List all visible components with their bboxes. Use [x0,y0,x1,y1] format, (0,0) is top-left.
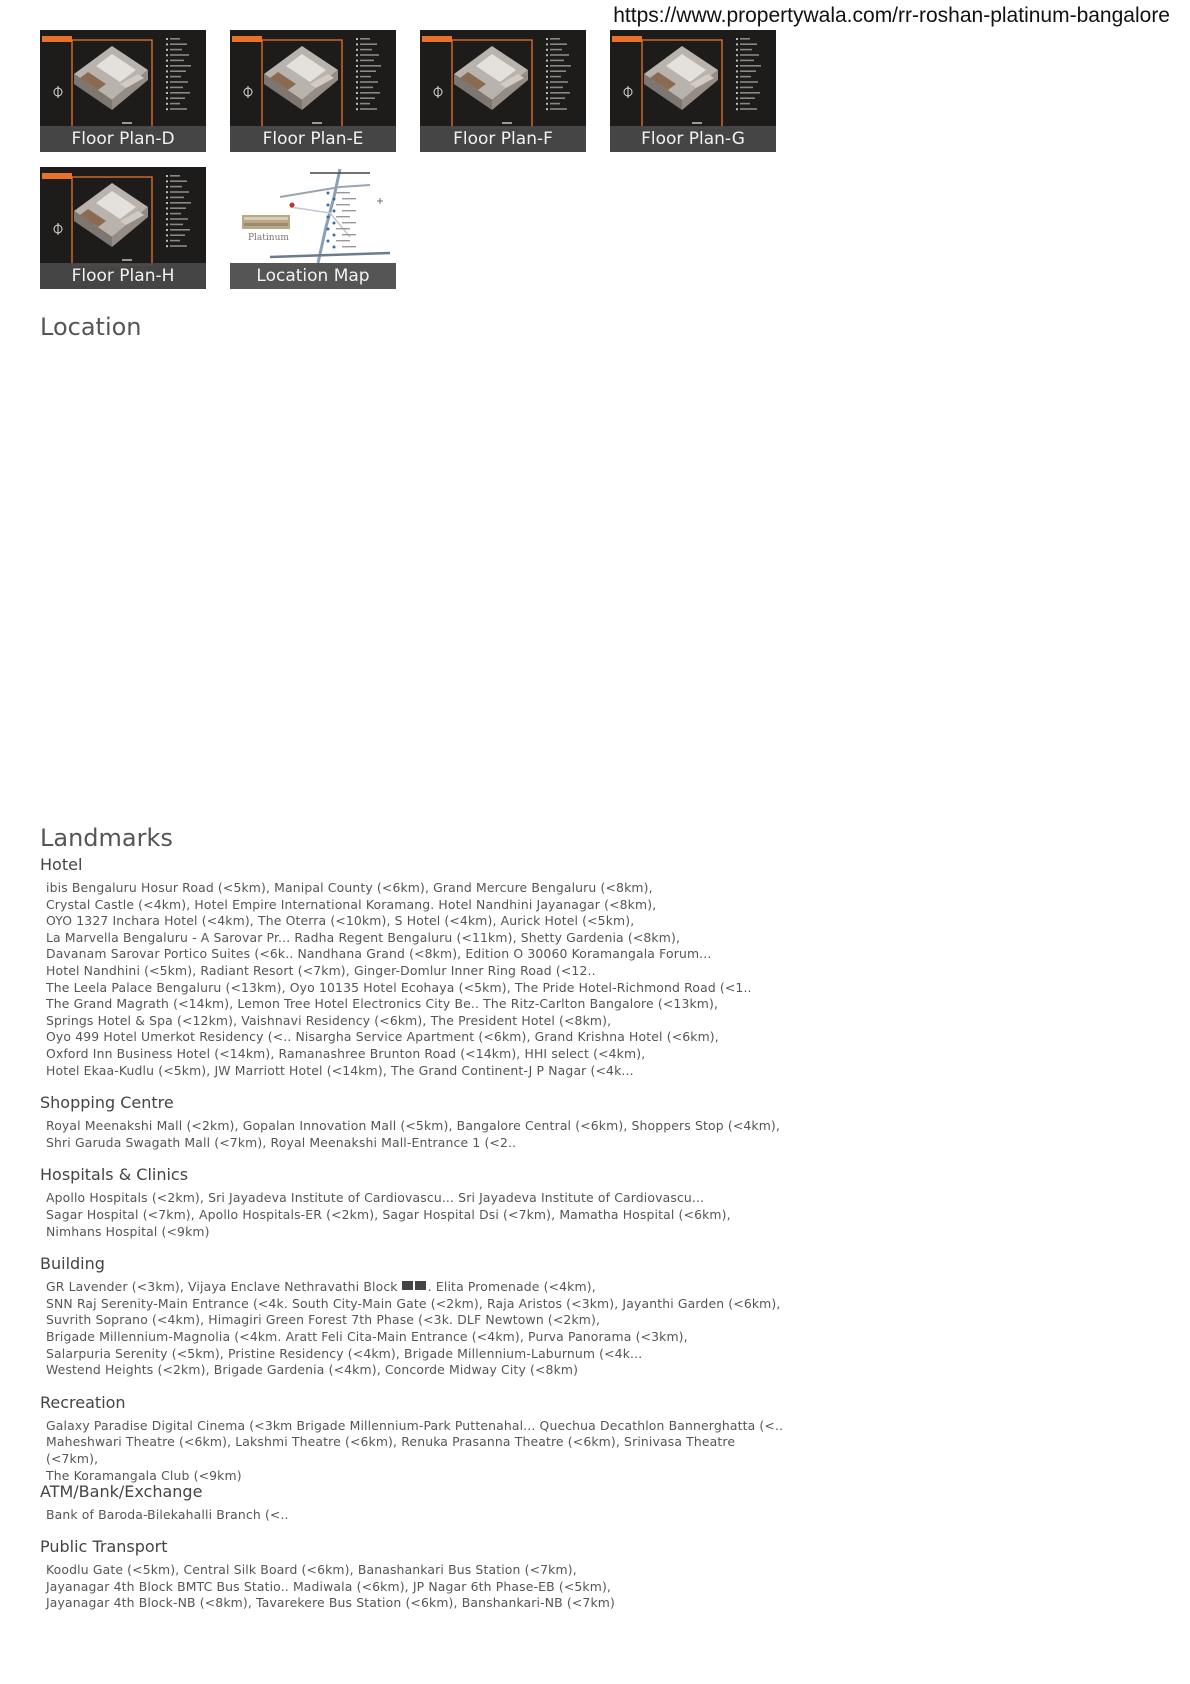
landmark-category-items [46,1418,786,1484]
landmark-line: Hotel Nandhini (<5km), Radiant Resort (<7km), Ginger-Domlur Inner Ring Road (<12.. [46,962,596,978]
landmark-line: Bank of Baroda-Bilekahalli Branch (<.. [46,1506,289,1522]
page-url[interactable]: https://www.propertywala.com/rr-roshan-platinum-bangalore [613,4,1170,27]
landmark-line: Sagar Hospital (<7km), Apollo Hospitals-ER (<2km), Sagar Hospital Dsi (<7km), Mamatha Hospital (<6km), [46,1206,731,1222]
landmark-category-heading: Recreation [40,1392,126,1412]
thumbnail-floor-plan-d[interactable] [40,30,206,152]
landmark-line: Crystal Castle (<4km), Hotel Empire International Koramang. Hotel Nandhini Jayanagar (<8km), [46,896,657,912]
landmark-line: Westend Heights (<2km), Brigade Gardenia (<4km), Concorde Midway City (<8km) [46,1362,579,1378]
landmark-category-items [46,1507,786,1524]
landmark-line: The Koramangala Club (<9km) [46,1467,242,1483]
unrendered-glyph-icon [415,1281,426,1290]
landmark-category-heading: Shopping Centre [40,1093,174,1113]
landmark-line: Davanam Sarovar Portico Suites (<6k.. Nandhana Grand (<8km), Edition O 30060 Koramangala Forum... [46,946,712,962]
landmark-line: Koodlu Gate (<5km), Central Silk Board (<6km), Banashankari Bus Station (<7km), [46,1562,577,1578]
thumbnail-caption: Location Map [230,263,396,289]
thumbnail-caption: Floor Plan-D [40,126,206,152]
thumbnail-floor-plan-f[interactable] [420,30,586,152]
thumbnail-caption: Floor Plan-H [40,263,206,289]
landmark-category-heading: Hospitals & Clinics [40,1165,189,1185]
landmark-category-items [46,1118,786,1151]
thumbnail-caption: Floor Plan-F [420,126,586,152]
landmark-line: Galaxy Paradise Digital Cinema (<3km Brigade Millennium-Park Puttenahal... Quechua Decathlon Bannerghatta (<.. [46,1417,784,1433]
thumbnail-floor-plan-h[interactable] [40,167,206,289]
landmark-category-items [46,880,786,1079]
landmark-line: Brigade Millennium-Magnolia (<4km. Aratt Feli Cita-Main Entrance (<4km), Purva Panorama (<3km), [46,1328,688,1344]
thumbnail-caption: Floor Plan-G [610,126,776,152]
landmark-category-heading: Hotel [40,855,83,874]
landmark-line: SNN Raj Serenity-Main Entrance (<4k. South City-Main Gate (<2km), Raja Aristos (<3km), Jayanthi Garden (<6km), [46,1295,781,1311]
landmark-line: Maheshwari Theatre (<6km), Lakshmi Theatre (<6km), Renuka Prasanna Theatre (<6km), Srinivasa Theatre (<7km), [46,1434,736,1466]
landmark-line: Shri Garuda Swagath Mall (<7km), Royal Meenakshi Mall-Entrance 1 (<2.. [46,1134,517,1150]
landmark-category-heading: Building [40,1254,105,1274]
landmark-category-items [46,1562,786,1612]
landmark-line: Suvrith Soprano (<4km), Himagiri Green Forest 7th Phase (<3k. DLF Newtown (<2km), [46,1312,601,1328]
landmark-line: ibis Bengaluru Hosur Road (<5km), Manipal County (<6km), Grand Mercure Bengaluru (<8km), [46,880,653,895]
landmarks-heading: Landmarks [40,824,173,852]
landmark-line: Apollo Hospitals (<2km), Sri Jayadeva Institute of Cardiovascu... Sri Jayadeva Institute of Cardiovascu... [46,1190,705,1206]
map-label: Platinum [248,233,289,243]
landmark-category-heading: Public Transport [40,1537,168,1557]
unrendered-glyph-icon [402,1281,413,1290]
landmark-line: Oxford Inn Business Hotel (<14km), Ramanashree Brunton Road (<14km), HHI select (<4km), [46,1045,646,1061]
location-heading: Location [40,313,142,341]
location-map-area[interactable] [40,350,780,805]
thumbnail-caption: Floor Plan-E [230,126,396,152]
landmark-line: Nimhans Hospital (<9km) [46,1223,210,1239]
landmark-line: Jayanagar 4th Block-NB (<8km), Tavarekere Bus Station (<6km), Banshankari-NB (<7km) [46,1595,615,1611]
landmark-line: La Marvella Bengaluru - A Sarovar Pr... Radha Regent Bengaluru (<11km), Shetty Gardenia (<8km), [46,929,681,945]
landmark-line: Hotel Ekaa-Kudlu (<5km), JW Marriott Hotel (<14km), The Grand Continent-J P Nagar (<4k... [46,1062,634,1078]
thumbnail-floor-plan-g[interactable] [610,30,776,152]
landmark-category-heading: ATM/Bank/Exchange [40,1481,203,1501]
landmark-line: The Leela Palace Bengaluru (<13km), Oyo 10135 Hotel Ecohaya (<5km), The Pride Hotel-Richmond Road (<1.. [46,979,752,995]
landmark-line: Royal Meenakshi Mall (<2km), Gopalan Innovation Mall (<5km), Bangalore Central (<6km), Shoppers Stop (<4km), [46,1118,781,1134]
landmark-line: The Grand Magrath (<14km), Lemon Tree Hotel Electronics City Be.. The Ritz-Carlton Bangalore (<13km), [46,996,719,1012]
landmark-line: Oyo 499 Hotel Umerkot Residency (<.. Nisargha Service Apartment (<6km), Grand Krishna Hotel (<6km), [46,1029,719,1045]
landmark-line: OYO 1327 Inchara Hotel (<4km), The Oterra (<10km), S Hotel (<4km), Aurick Hotel (<5km), [46,913,635,929]
landmark-line: Salarpuria Serenity (<5km), Pristine Residency (<4km), Brigade Millennium-Laburnum (<4k... [46,1345,643,1361]
landmark-category-items [46,1279,786,1379]
thumbnail-location-map[interactable] [230,167,396,289]
landmark-line: Springs Hotel & Spa (<12km), Vaishnavi Residency (<6km), The President Hotel (<8km), [46,1012,612,1028]
landmark-line: Jayanagar 4th Block BMTC Bus Statio.. Madiwala (<6km), JP Nagar 6th Phase-EB (<5km), [46,1578,612,1594]
landmark-line: GR Lavender (<3km), Vijaya Enclave Nethravathi Block . Elita Promenade (<4km), [46,1279,596,1295]
landmark-category-items [46,1190,786,1240]
thumbnail-floor-plan-e[interactable] [230,30,396,152]
